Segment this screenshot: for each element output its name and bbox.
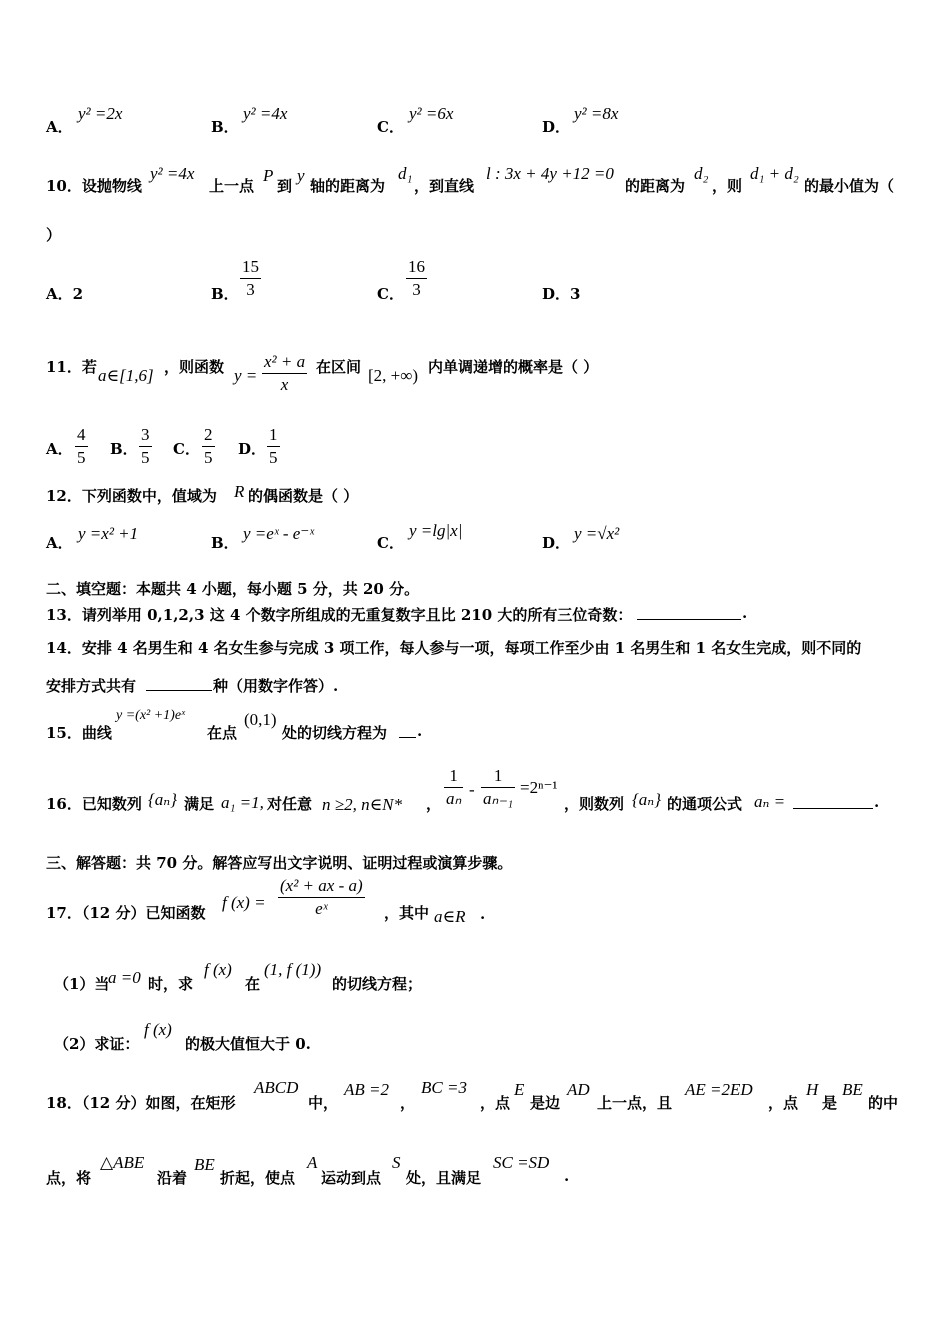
q18-text-6: 是 — [822, 1094, 838, 1112]
q12-option-c-expr: y =lg|x| — [409, 521, 463, 540]
q18-point-s: S — [392, 1153, 401, 1172]
q11-option-a-den: 5 — [77, 448, 86, 467]
q14-line-2b: 种（用数字作答）. — [213, 677, 339, 695]
q18-text-1: 中， — [308, 1094, 339, 1112]
q16-end: . — [874, 793, 880, 811]
q10-parabola: y² =4x — [150, 164, 195, 183]
q11-option-b-label: B． — [110, 440, 138, 458]
q11-option-b-num: 3 — [141, 425, 150, 444]
q10-line-eq: l : 3x + 4y +12 =0 — [486, 164, 614, 183]
q11-option-c-num: 2 — [204, 425, 213, 444]
q17-part2-a: （2）求证： — [54, 1035, 140, 1053]
q11-option-d-num: 1 — [269, 425, 278, 444]
q10-option-b-label: B． — [211, 285, 239, 303]
q18-point-a: A — [307, 1153, 318, 1172]
q11-option-a-fraction — [75, 425, 88, 468]
q18-text-2: ，点 — [480, 1094, 511, 1112]
q18-line2-c: 折起，使点 — [220, 1169, 296, 1187]
q11-function-den: x — [280, 375, 289, 394]
q16-rhs: =2ⁿ⁻¹ — [520, 778, 558, 797]
q18-segment-be: BE — [842, 1080, 863, 1099]
fraction-bar — [267, 446, 280, 447]
q10-text-1: 上一点 — [209, 177, 255, 195]
q12-option-d-expr: y =√x² — [574, 524, 620, 543]
q18-text-3: 是边 — [530, 1094, 561, 1112]
q10-text-6: ，则 — [712, 177, 743, 195]
q15-answer-blank — [399, 721, 416, 738]
q18-point-e: E — [514, 1080, 525, 1099]
q17-part1-point: (1, f (1)) — [264, 960, 322, 979]
q10-text-5: 的距离为 — [625, 177, 686, 195]
q15-point: (0,1) — [244, 710, 277, 729]
fraction-bar — [240, 278, 261, 279]
q12-stem-a: 12．下列函数中，值域为 — [46, 487, 217, 505]
q16-prefix: 16．已知数列 — [46, 795, 142, 813]
q18-line2-b: 沿着 — [157, 1169, 188, 1187]
q18-triangle: △ABE — [100, 1153, 145, 1172]
q16-sequence: {aₙ} — [148, 790, 177, 809]
section-2-heading: 二、填空题：本题共 4 小题，每小题 5 分，共 20 分。 — [46, 580, 420, 598]
q17-part1-a: （1）当 — [54, 975, 110, 993]
fraction-bar — [481, 787, 515, 788]
q10-text-4: ，到直线 — [414, 177, 475, 195]
q15-prefix: 15．曲线 — [46, 724, 112, 742]
q16-answer-blank — [793, 792, 873, 809]
q10-option-c-label: C． — [377, 285, 404, 303]
q10-close-paren: ） — [46, 226, 62, 244]
q11-option-c-fraction — [202, 425, 215, 468]
q11-text-3: 内单调递增的概率是（ ） — [428, 358, 599, 376]
q18-text-7: 的中 — [868, 1094, 899, 1112]
q11-option-d-label: D． — [238, 440, 267, 458]
q10-prefix: 10．设抛物线 — [46, 177, 142, 195]
q18-segment-be-2: BE — [194, 1155, 215, 1174]
q10-point-p: P — [263, 166, 274, 185]
q10-option-b-fraction — [240, 257, 261, 300]
q11-option-a-num: 4 — [77, 425, 86, 444]
q9-option-d-label: D． — [542, 118, 571, 136]
q9-option-c-label: C． — [377, 118, 404, 136]
q10-text-2: 到 — [277, 177, 293, 195]
q18-comma-1: ， — [400, 1094, 416, 1112]
q16-an: aₙ = — [754, 792, 786, 811]
q17-text-1: ，其中 — [384, 904, 430, 922]
q15-curve: y =(x² +1)eˣ — [116, 708, 186, 723]
q10-d2: d₂ — [694, 164, 709, 183]
q12-range-r: R — [234, 482, 245, 501]
q12-stem-b: 的偶函数是（ ） — [248, 487, 359, 505]
q18-line2-d: 运动到点 — [321, 1169, 382, 1187]
q16-comma: ， — [426, 795, 442, 813]
q12-option-a-expr: y =x² +1 — [78, 524, 139, 543]
q10-sum: d₁ + d₂ — [750, 164, 799, 183]
q18-line2-e: 处，且满足 — [406, 1169, 482, 1187]
q17-f-lhs: f (x) = — [222, 893, 266, 912]
q9-option-a-label: A． — [46, 118, 73, 136]
q16-initial: a₁ =1, — [221, 793, 264, 812]
fraction-bar — [444, 787, 463, 788]
q14-answer-blank — [146, 674, 212, 691]
q17-condition: a∈R — [434, 907, 466, 926]
q16-text-2: 对任意 — [267, 795, 313, 813]
q12-option-b-label: B． — [211, 534, 239, 552]
q10-option-a: A．2 — [46, 285, 84, 303]
q16-sequence-2: {aₙ} — [632, 790, 661, 809]
q9-option-d-expr: y² =8x — [574, 104, 619, 123]
q10-option-c-num: 16 — [408, 257, 425, 276]
q14-line-2a: 安排方式共有 — [46, 677, 137, 695]
q17-part1-b: 时，求 — [148, 975, 194, 993]
q12-option-b-expr: y =eˣ - e⁻ˣ — [243, 524, 315, 543]
q9-option-b-expr: y² =4x — [243, 104, 288, 123]
q11-function-fraction — [262, 352, 307, 395]
q11-option-d-den: 5 — [269, 448, 278, 467]
q17-part1-f: f (x) — [204, 960, 232, 979]
q17-function-den: eˣ — [315, 899, 328, 918]
q18-rectangle: ABCD — [254, 1078, 299, 1097]
q17-end: . — [480, 905, 486, 923]
q11-prefix: 11．若 — [46, 358, 97, 376]
q12-option-a-label: A． — [46, 534, 73, 552]
q16-fraction-2 — [481, 766, 515, 809]
q16-condition: n ≥2, n∈N* — [322, 795, 403, 814]
q10-option-b-num: 15 — [242, 257, 259, 276]
q17-part2-b: 的极大值恒大于 0. — [185, 1035, 311, 1053]
q9-option-c-expr: y² =6x — [409, 104, 454, 123]
q18-bc: BC =3 — [421, 1078, 467, 1097]
q16-text-3: ，则数列 — [564, 795, 625, 813]
q17-part1-condition: a =0 — [108, 968, 141, 987]
q13-end: . — [742, 604, 748, 622]
q13-text: 13．请列举用 0,1,2,3 这 4 个数字所组成的无重复数字且比 210 大的所有三位奇数： — [46, 606, 633, 624]
q10-option-c-fraction — [406, 257, 427, 300]
q17-function-fraction — [278, 876, 365, 919]
q11-text-1: ，则函数 — [164, 358, 225, 376]
fraction-bar — [202, 446, 215, 447]
q17-part2-f: f (x) — [144, 1020, 172, 1039]
q14-line-1: 14．安排 4 名男生和 4 名女生参与完成 3 项工作，每人参与一项，每项工作至少由 1 名男生和 1 名女生完成，则不同的 — [46, 639, 862, 657]
q10-d1: d₁ — [398, 164, 413, 183]
q17-prefix: 17．（12 分）已知函数 — [46, 904, 206, 922]
q10-text-7: 的最小值为（ — [804, 177, 895, 195]
q18-ab: AB =2 — [344, 1080, 389, 1099]
q15-end: . — [417, 722, 423, 740]
q15-text-1: 在点 — [207, 724, 238, 742]
q11-option-b-den: 5 — [141, 448, 150, 467]
fraction-bar — [262, 373, 307, 374]
fraction-bar — [75, 446, 88, 447]
q17-part1-d: 的切线方程； — [332, 975, 423, 993]
q18-text-4: 上一点，且 — [597, 1094, 673, 1112]
q16-fraction-2-num: 1 — [493, 766, 503, 785]
q16-fraction-1-den: aₙ — [446, 789, 462, 808]
section-3-heading: 三、解答题：共 70 分。解答应写出文字说明、证明过程或演算步骤。 — [46, 854, 513, 872]
q18-text-5: ，点 — [768, 1094, 799, 1112]
q18-sc-sd: SC =SD — [493, 1153, 550, 1172]
q16-text-1: 满足 — [184, 795, 215, 813]
q18-ae: AE =2ED — [685, 1080, 753, 1099]
q12-option-d-label: D． — [542, 534, 571, 552]
q9-option-b-label: B． — [211, 118, 239, 136]
q11-option-a-label: A． — [46, 440, 73, 458]
q16-fraction-1-num: 1 — [449, 766, 458, 785]
q16-fraction-1 — [444, 766, 463, 809]
q9-option-a-expr: y² =2x — [78, 104, 123, 123]
q16-text-4: 的通项公式 — [667, 795, 743, 813]
fraction-bar — [139, 446, 152, 447]
q17-function-num: (x² + ax - a) — [280, 876, 363, 895]
q13-answer-blank — [637, 603, 741, 620]
q18-prefix: 18．（12 分）如图，在矩形 — [46, 1094, 236, 1112]
q11-option-c-den: 5 — [204, 448, 213, 467]
q11-y-lhs: y = — [234, 366, 258, 385]
q11-function-num: x² + a — [264, 352, 306, 371]
fraction-bar — [406, 278, 427, 279]
q11-interval: [2, +∞) — [368, 366, 419, 385]
q18-line2-a: 点，将 — [46, 1169, 92, 1187]
q11-option-c-label: C． — [173, 440, 200, 458]
q10-option-d: D．3 — [542, 285, 581, 303]
q16-minus: - — [469, 780, 475, 799]
q18-end: . — [564, 1167, 570, 1185]
q11-option-d-fraction — [267, 425, 280, 468]
q11-condition: a∈[1,6] — [98, 366, 154, 385]
q16-fraction-2-den: aₙ₋₁ — [483, 789, 514, 808]
q11-option-b-fraction — [139, 425, 152, 468]
q18-point-h: H — [806, 1080, 819, 1099]
q12-option-c-label: C． — [377, 534, 404, 552]
q10-y-axis: y — [297, 166, 305, 185]
fraction-bar — [278, 897, 365, 898]
q18-side-ad: AD — [567, 1080, 590, 1099]
q11-text-2: 在区间 — [316, 358, 362, 376]
q17-part1-c: 在 — [245, 975, 261, 993]
q10-text-3: 轴的距离为 — [310, 177, 386, 195]
q10-option-c-den: 3 — [412, 280, 421, 299]
q10-option-b-den: 3 — [246, 280, 255, 299]
q15-text-2: 处的切线方程为 — [282, 724, 388, 742]
